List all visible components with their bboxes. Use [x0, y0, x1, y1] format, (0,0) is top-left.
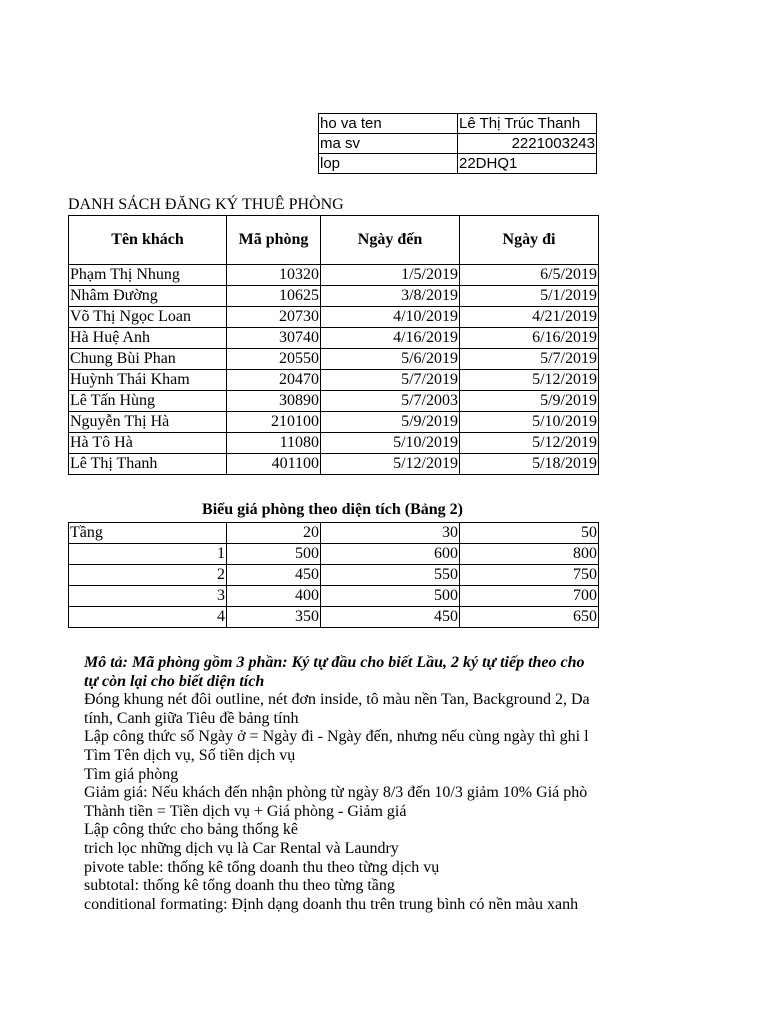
room-code-cell[interactable]: 30740 — [227, 328, 321, 349]
note-line: tính, Canh giữa Tiêu đề bảng tính — [84, 709, 299, 727]
price-cell[interactable]: 650 — [460, 607, 599, 628]
price-cell[interactable]: 700 — [460, 586, 599, 607]
arrival-date-cell[interactable]: 5/12/2019 — [321, 454, 460, 475]
price-cell[interactable]: 800 — [460, 544, 599, 565]
info-label[interactable]: ma sv — [319, 134, 458, 154]
room-code-cell[interactable]: 20470 — [227, 370, 321, 391]
table-row — [69, 370, 599, 391]
guest-name-cell[interactable]: Huỳnh Thái Kham — [69, 370, 227, 391]
floor-cell[interactable]: 4 — [69, 607, 227, 628]
price-cell[interactable]: 550 — [321, 565, 460, 586]
departure-date-cell[interactable]: 5/1/2019 — [460, 286, 599, 307]
arrival-date-cell[interactable]: 5/7/2019 — [321, 370, 460, 391]
header-room-code[interactable]: Mã phòng — [227, 216, 321, 265]
note-line: Thành tiền = Tiền dịch vụ + Giá phòng - Giảm giá — [84, 802, 407, 820]
header-arrival-date[interactable]: Ngày đến — [321, 216, 460, 265]
note-line: trich lọc những dịch vụ là Car Rental và Laundry — [84, 839, 399, 857]
guest-name-cell[interactable]: Chung Bùi Phan — [69, 349, 227, 370]
price-cell[interactable]: 600 — [321, 544, 460, 565]
guest-name-cell[interactable]: Hà Tô Hà — [69, 433, 227, 454]
table-row — [69, 328, 599, 349]
departure-date-cell[interactable]: 6/5/2019 — [460, 265, 599, 286]
table-row — [69, 454, 599, 475]
info-row — [319, 134, 597, 154]
room-code-cell[interactable]: 30890 — [227, 391, 321, 412]
floor-cell[interactable]: 3 — [69, 586, 227, 607]
price-cell[interactable]: 450 — [321, 607, 460, 628]
note-line: Lập công thức số Ngày ở = Ngày đi - Ngày đến, nhưng nếu cùng ngày thì ghi l — [84, 728, 589, 746]
table-row — [69, 391, 599, 412]
rental-list-table — [68, 215, 599, 475]
note-line: Lập công thức cho bảng thống kê — [84, 821, 298, 839]
departure-date-cell[interactable]: 5/7/2019 — [460, 349, 599, 370]
note-line: Tìm Tên dịch vụ, Số tiền dịch vụ — [84, 746, 296, 764]
arrival-date-cell[interactable]: 5/7/2003 — [321, 391, 460, 412]
room-code-cell[interactable]: 10625 — [227, 286, 321, 307]
price-cell[interactable]: 450 — [227, 565, 321, 586]
note-line: conditional formating: Định dạng doanh thu trên trung bình có nền màu xanh — [84, 895, 579, 913]
arrival-date-cell[interactable]: 4/16/2019 — [321, 328, 460, 349]
list-title: DANH SÁCH ĐĂNG KÝ THUÊ PHÒNG — [68, 196, 344, 213]
price-row — [69, 565, 599, 586]
room-code-cell[interactable]: 11080 — [227, 433, 321, 454]
header-departure-date[interactable]: Ngày đi — [460, 216, 599, 265]
note-line: Tìm giá phòng — [84, 765, 179, 783]
floor-cell[interactable]: 1 — [69, 544, 227, 565]
instructions-notes — [84, 654, 598, 914]
price-cell[interactable]: 500 — [227, 544, 321, 565]
note-line: pivote table: thống kê tổng doanh thu theo từng dịch vụ — [84, 858, 440, 876]
info-row — [319, 114, 597, 134]
room-code-cell[interactable]: 401100 — [227, 454, 321, 475]
info-label[interactable]: lop — [319, 154, 458, 174]
price-table — [68, 522, 599, 628]
floor-cell[interactable]: 2 — [69, 565, 227, 586]
departure-date-cell[interactable]: 6/16/2019 — [460, 328, 599, 349]
guest-name-cell[interactable]: Hà Huệ Anh — [69, 328, 227, 349]
price-header-row — [69, 523, 599, 544]
room-code-cell[interactable]: 20550 — [227, 349, 321, 370]
description-line: tự còn lại cho biết diện tích — [84, 672, 265, 690]
arrival-date-cell[interactable]: 5/9/2019 — [321, 412, 460, 433]
departure-date-cell[interactable]: 5/12/2019 — [460, 433, 599, 454]
info-value[interactable]: 2221003243 — [458, 134, 597, 154]
arrival-date-cell[interactable]: 5/10/2019 — [321, 433, 460, 454]
guest-name-cell[interactable]: Lê Thị Thanh — [69, 454, 227, 475]
area-header-cell[interactable]: 20 — [227, 523, 321, 544]
arrival-date-cell[interactable]: 3/8/2019 — [321, 286, 460, 307]
floor-header-cell[interactable]: Tầng — [69, 523, 227, 544]
departure-date-cell[interactable]: 5/9/2019 — [460, 391, 599, 412]
departure-date-cell[interactable]: 5/18/2019 — [460, 454, 599, 475]
room-code-cell[interactable]: 10320 — [227, 265, 321, 286]
table-row — [69, 412, 599, 433]
guest-name-cell[interactable]: Phạm Thị Nhung — [69, 265, 227, 286]
guest-name-cell[interactable]: Nguyễn Thị Hà — [69, 412, 227, 433]
arrival-date-cell[interactable]: 1/5/2019 — [321, 265, 460, 286]
arrival-date-cell[interactable]: 5/6/2019 — [321, 349, 460, 370]
info-row — [319, 154, 597, 174]
student-info-table — [318, 113, 597, 174]
description-line: Mô tả: Mã phòng gồm 3 phần: Ký tự đầu cho biết Lầu, 2 ký tự tiếp theo cho — [84, 654, 585, 671]
table-row — [69, 286, 599, 307]
header-row — [69, 216, 599, 265]
table-row — [69, 433, 599, 454]
area-header-cell[interactable]: 50 — [460, 523, 599, 544]
price-cell[interactable]: 350 — [227, 607, 321, 628]
departure-date-cell[interactable]: 4/21/2019 — [460, 307, 599, 328]
room-code-cell[interactable]: 210100 — [227, 412, 321, 433]
price-cell[interactable]: 500 — [321, 586, 460, 607]
note-line: Giảm giá: Nếu khách đến nhận phòng từ ngày 8/3 đến 10/3 giảm 10% Giá phò — [84, 784, 588, 802]
price-row — [69, 544, 599, 565]
info-value[interactable]: Lê Thị Trúc Thanh — [458, 114, 597, 134]
price-row — [69, 607, 599, 628]
guest-name-cell[interactable]: Lê Tấn Hùng — [69, 391, 227, 412]
table-row — [69, 307, 599, 328]
price-cell[interactable]: 400 — [227, 586, 321, 607]
guest-name-cell[interactable]: Võ Thị Ngọc Loan — [69, 307, 227, 328]
area-header-cell[interactable]: 30 — [321, 523, 460, 544]
departure-date-cell[interactable]: 5/12/2019 — [460, 370, 599, 391]
note-line: Đóng khung nét đôi outline, nét đơn inside, tô màu nền Tan, Background 2, Da — [84, 691, 590, 709]
note-line: subtotal: thống kê tổng doanh thu theo từng tầng — [84, 877, 395, 895]
price-table-title: Biểu giá phòng theo diện tích (Bảng 2) — [202, 501, 463, 518]
departure-date-cell[interactable]: 5/10/2019 — [460, 412, 599, 433]
info-value[interactable]: 22DHQ1 — [458, 154, 597, 174]
table-row — [69, 265, 599, 286]
guest-name-cell[interactable]: Nhâm Đường — [69, 286, 227, 307]
table-row — [69, 349, 599, 370]
arrival-date-cell[interactable]: 4/10/2019 — [321, 307, 460, 328]
price-cell[interactable]: 750 — [460, 565, 599, 586]
header-guest-name[interactable]: Tên khách — [69, 216, 227, 265]
room-code-cell[interactable]: 20730 — [227, 307, 321, 328]
info-label[interactable]: ho va ten — [319, 114, 458, 134]
price-row — [69, 586, 599, 607]
